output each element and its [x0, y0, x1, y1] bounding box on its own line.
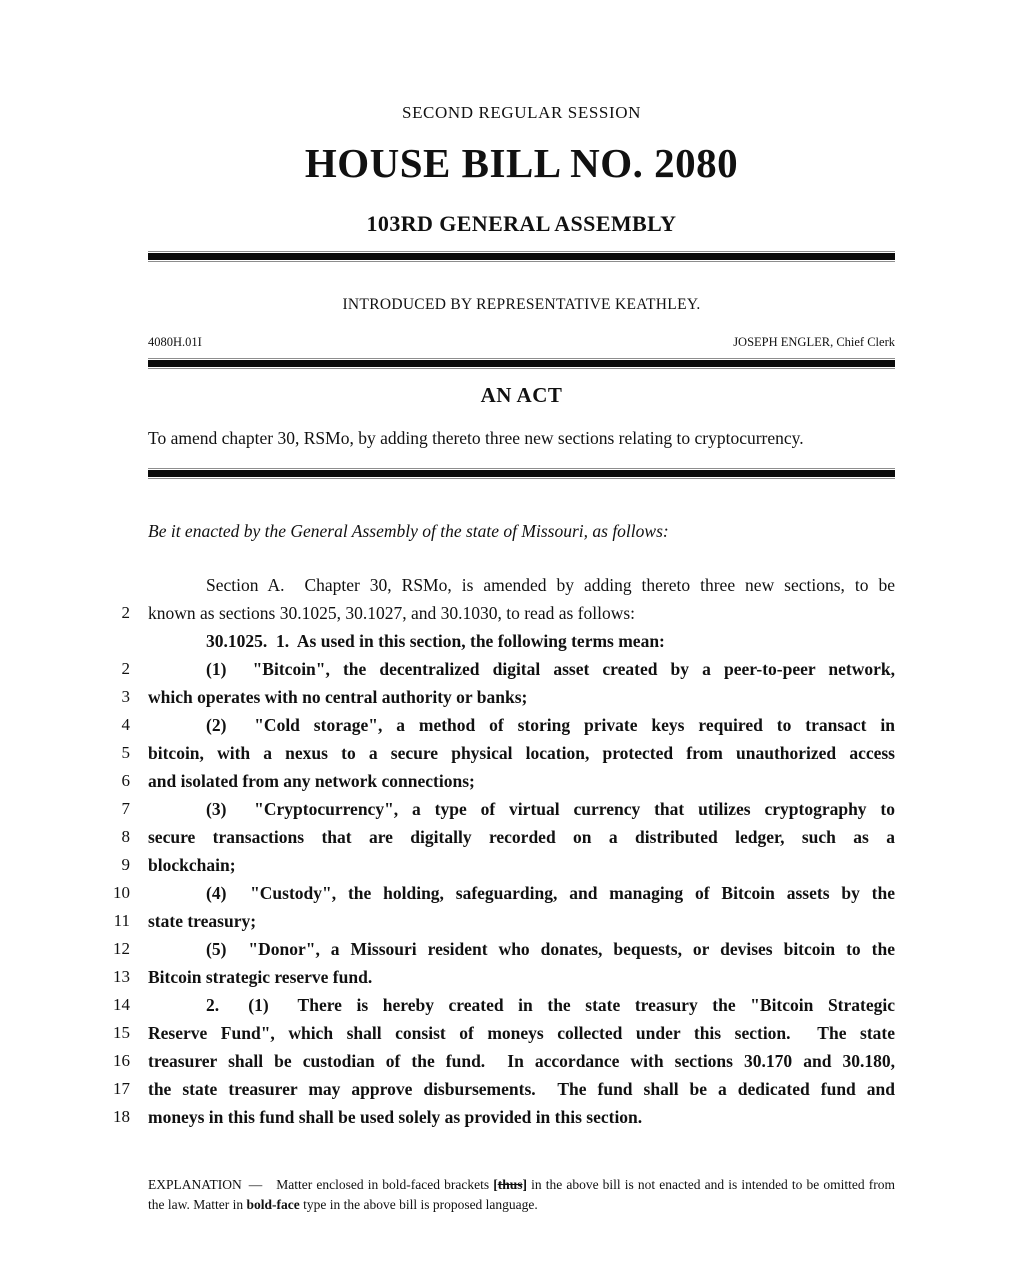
line-number: 13	[113, 967, 130, 986]
line-number: 2	[121, 659, 130, 678]
line-number: 5	[121, 743, 130, 762]
line-text: treasurer shall be custodian of the fund. In accordance with sections 30.170 and 30.180,	[148, 1051, 895, 1071]
bill-line	[121, 599, 895, 627]
introduced-by-line: INTRODUCED BY REPRESENTATIVE KEATHLEY.	[342, 296, 701, 313]
line-number: 4	[121, 715, 130, 734]
line-text: Section A. Chapter 30, RSMo, is amended by adding thereto three new sections, to be	[206, 575, 895, 595]
divider-rule-top	[148, 251, 895, 262]
line-number: 15	[113, 1023, 130, 1042]
bill-line	[113, 879, 895, 907]
bill-line	[113, 1103, 895, 1131]
bill-line	[148, 627, 895, 655]
line-number: 11	[113, 911, 130, 930]
bill-line	[113, 991, 895, 1019]
an-act-heading: AN ACT	[480, 383, 563, 407]
bill-line	[121, 711, 895, 739]
act-summary: To amend chapter 30, RSMo, by adding thereto three new sections relating to cryptocurrency.	[148, 428, 804, 448]
line-text: state treasury;	[148, 911, 257, 931]
bill-line	[113, 935, 895, 963]
bracket-close: ]	[522, 1177, 527, 1192]
bill-content	[113, 0, 895, 1215]
line-text: Reserve Fund", which shall consist of moneys collected under this section. The state	[148, 1023, 895, 1043]
line-text: 30.1025. 1. As used in this section, the following terms mean:	[206, 631, 665, 651]
bill-line	[121, 823, 895, 851]
line-number: 6	[121, 771, 130, 790]
bill-line	[121, 683, 895, 711]
explanation-footer	[148, 1175, 895, 1215]
line-number: 2	[121, 603, 130, 622]
chief-clerk: JOSEPH ENGLER, Chief Clerk	[733, 335, 895, 349]
clerk-row	[148, 335, 895, 350]
bill-line	[113, 963, 895, 991]
bill-line	[121, 655, 895, 683]
line-text: moneys in this fund shall be used solely as provided in this section.	[148, 1107, 643, 1127]
line-text: the state treasurer may approve disbursements. The fund shall be a dedicated fund and	[148, 1079, 895, 1099]
line-text: blockchain;	[148, 855, 236, 875]
line-text: (5) "Donor", a Missouri resident who donates, bequests, or devises bitcoin to the	[206, 939, 895, 959]
explanation-part2: in the above bill is not enacted and is intended to be omitted from the law. Matter in	[148, 1177, 895, 1212]
struck-word: thus	[497, 1177, 523, 1192]
bill-body	[113, 571, 895, 1131]
bracket-open: [	[493, 1177, 498, 1192]
explanation-dash: —	[248, 1177, 263, 1192]
line-number: 14	[113, 995, 130, 1014]
bill-line	[121, 795, 895, 823]
line-number: 7	[121, 799, 130, 818]
line-number: 17	[113, 1079, 130, 1098]
bill-line	[121, 739, 895, 767]
bold-face-term: bold-face	[246, 1197, 300, 1212]
explanation-label: EXPLANATION	[148, 1177, 242, 1192]
bill-line	[113, 1047, 895, 1075]
divider-rule-middle	[148, 358, 895, 369]
line-text: bitcoin, with a nexus to a secure physical location, protected from unauthorized access	[148, 743, 895, 763]
line-number: 18	[113, 1107, 130, 1126]
line-text: (3) "Cryptocurrency", a type of virtual currency that utilizes cryptography to	[206, 799, 895, 819]
line-text: 2. (1) There is hereby created in the state treasury the "Bitcoin Strategic	[206, 995, 895, 1015]
explanation-part1: Matter enclosed in bold-faced brackets	[276, 1177, 494, 1192]
divider-rule-bottom	[148, 468, 895, 479]
bill-line	[121, 851, 895, 879]
line-number: 8	[121, 827, 130, 846]
line-text: (1) "Bitcoin", the decentralized digital asset created by a peer-to-peer network,	[206, 659, 895, 679]
line-text: which operates with no central authority or banks;	[148, 687, 528, 707]
bill-line	[148, 571, 895, 599]
line-text: Bitcoin strategic reserve fund.	[148, 967, 373, 987]
line-text: secure transactions that are digitally recorded on a distributed ledger, such as a	[148, 827, 895, 847]
line-number: 9	[121, 855, 130, 874]
bill-line	[113, 1019, 895, 1047]
line-number: 12	[113, 939, 130, 958]
bill-line	[113, 907, 895, 935]
bill-title: HOUSE BILL NO. 2080	[304, 140, 739, 186]
bill-line	[121, 767, 895, 795]
line-number: 10	[113, 883, 130, 902]
assembly-heading: 103RD GENERAL ASSEMBLY	[366, 211, 677, 236]
bill-line	[113, 1075, 895, 1103]
line-number: 16	[113, 1051, 130, 1070]
explanation-part3: type in the above bill is proposed language.	[299, 1197, 538, 1212]
line-number: 3	[121, 687, 130, 706]
session-heading: SECOND REGULAR SESSION	[402, 103, 641, 122]
line-text: and isolated from any network connections;	[148, 771, 475, 791]
draft-code: 4080H.01I	[148, 335, 202, 349]
enacting-clause: Be it enacted by the General Assembly of the state of Missouri, as follows:	[148, 521, 669, 541]
line-text: (4) "Custody", the holding, safeguarding, and managing of Bitcoin assets by the	[206, 883, 895, 903]
line-text: (2) "Cold storage", a method of storing private keys required to transact in	[206, 715, 895, 735]
line-text: known as sections 30.1025, 30.1027, and 30.1030, to read as follows:	[148, 603, 636, 623]
